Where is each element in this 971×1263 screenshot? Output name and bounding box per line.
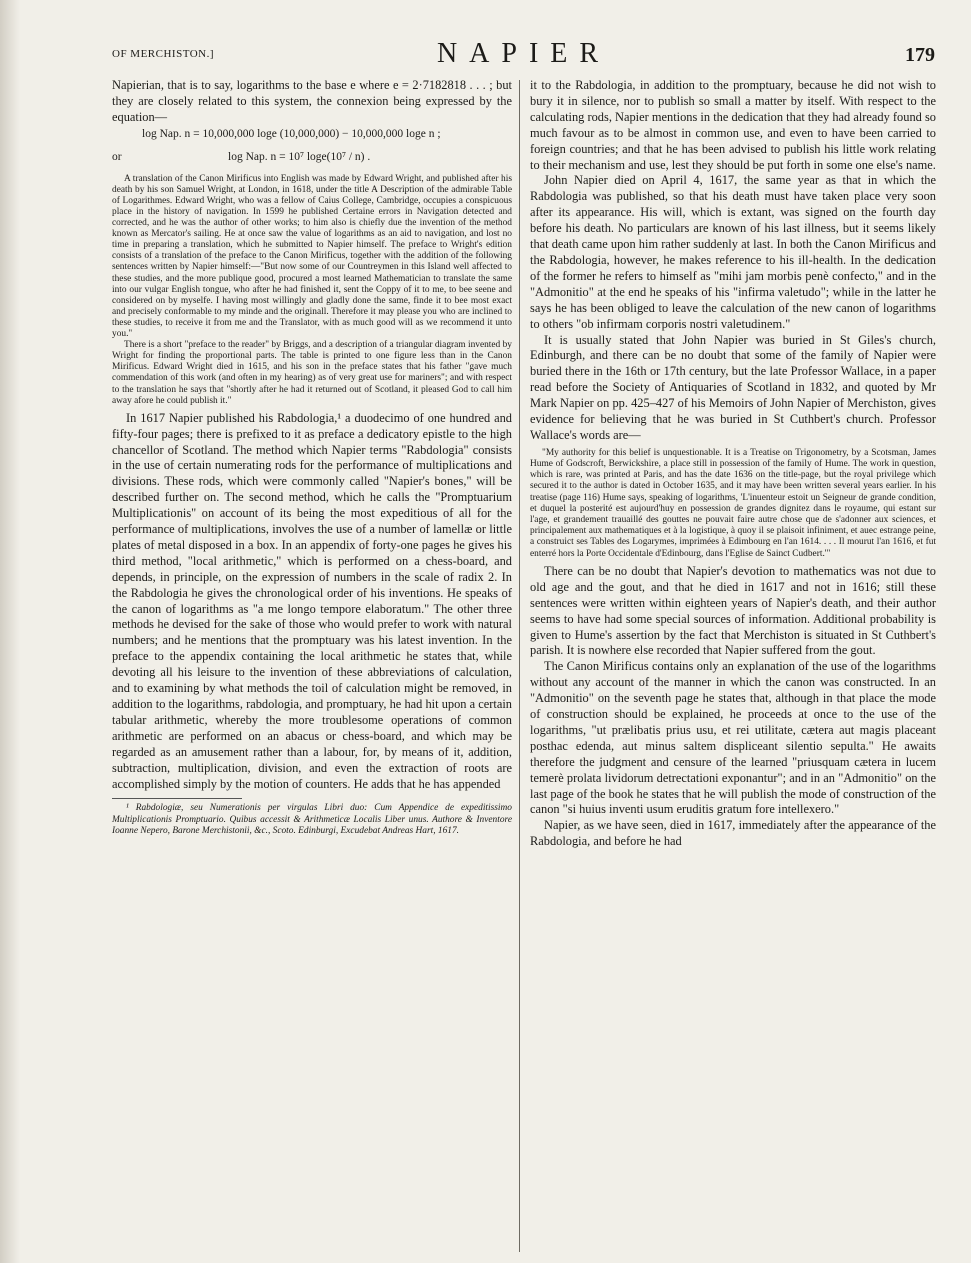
block-quote: "My authority for this belief is unquestionable. It is a Treatise on Trigonometry, by a Scotsman, James Hume of Godscroft, Berwickshire, a place still in possession of the family of Hume. The work in question, which is rare, was printed at Paris, and has the date 1636 on the title-page, but the royal privilege which secured it to the author is dated in October 1635, and it may have been written several years earlier. In his treatise (page 116) Hume says, speaking of logarithms, 'L'inuenteur estoit un Seigneur de grande condition, et duquel la posterité est aujourd'huy en possession de grandes dignitez dans le royaume, qui estant sur l'age, et grandement trauaillé des gouttes ne pouvait faire autre chose que de s'adonner aux sciences, et principalement aux mathematiques et à la logistique, à quoy il se plaisoit infiniment, et auec estrange peine, a construict ses Tables des Logarymes, imprimées à Edimbourg en l'an 1614. . . . Il mourut l'an 1616, et fut enterré hors la Porte Occidentale d'Edinbourg, dans l'Eglise de Sainct Cudbert.'" xyxy=(530,447,936,559)
page-gutter-shadow xyxy=(0,0,20,1263)
header-section-label: OF MERCHISTON.] xyxy=(112,48,215,60)
column-divider xyxy=(519,80,520,1252)
running-header xyxy=(112,38,935,78)
page-number: 179 xyxy=(905,44,935,66)
paragraph: It is usually stated that John Napier was buried in St Giles's church, Edinburgh, and there can be no doubt that some of the family of Napier were buried there in the 16th or 17th century, but the late Professor Wallace, in a paper read before the Society of Antiquaries of Scotland in 1832, and quoted by Mr Mark Napier on pp. 425–427 of his Memoirs of John Napier of Merchiston, gives evidence for believing that he was buried in St Cuthbert's church. Professor Wallace's words are— xyxy=(530,332,936,442)
footnote: ¹ Rabdologiæ, seu Numerationis per virgulas Libri duo: Cum Appendice de expeditissimo Multiplicationis Promptuario. Quibus accessit & Arithmeticæ Localis Liber unus. Authore & Inventore Ioanne Nepero, Barone Merchistonii, &c., Scoto. Edinburgi, Excudebat Andreas Hart, 1617. xyxy=(112,803,512,837)
left-column xyxy=(112,78,512,838)
paragraph: The Canon Mirificus contains only an explanation of the use of the logarithms without any account of the manner in which the canon was constructed. In an "Admonitio" on the seventh page he states that, although in that place the mode of construction should be explained, he proceeds at once to the use of the logarithms, "ut prælibatis prius usu, et rei utilitate, cætera aut magis placeant posthac edenda, aut minus saltem displiceant silentio sepulta." He awaits therefore the judgment and censure of the learned "priusquam cætera in lucem temerè prolata lividorum detrectationi exponantur"; and in an "Admonitio" on the last page of the book he states that he will publish the mode of construction of the canon "si huius inventi usum eruditis gratum fore intellexero." xyxy=(530,659,936,817)
header-title: NAPIER xyxy=(436,38,611,69)
paragraph: Napierian, that is to say, logarithms to the base e where e = 2·7182818 . . . ; but they are closely related to this system, the connexion being expressed by the equation— xyxy=(112,78,512,124)
paragraph: In 1617 Napier published his Rabdologia,¹ a duodecimo of one hundred and fifty-four pages; there is prefixed to it as preface a dedicatory epistle to the high chancellor of Scotland. The method which Napier terms "Rabdologia" consists in the use of certain numerating rods for the performance of multiplications and divisions. These rods, which were commonly called "Napier's bones," will be described further on. The second method, which he calls the "Promptuarium Multiplicationis" on account of its being the most expeditious of all for the performance of multiplications, involves the use of a number of lamellæ or little plates of metal disposed in a box. In an appendix of forty-one pages he gives his third method, "local arithmetic," which is performed on a chess-board, and depends, in principle, on the expression of numbers in the scale of radix 2. In the Rabdologia he gives the chronological order of his inventions. He speaks of the canon of logarithms as "a me longo tempore elaboratum." The other three methods he devised for the sake of those who would prefer to work with natural numbers; and he mentions that the promptuary was his latest invention. In the preface to the appendix containing the local arithmetic he states that, while devoting all his leisure to the invention of these abbreviations of calculation, and to examining by what methods the toil of calculation might be removed, in addition to the logarithms, rabdologia, and promptuary, he had hit upon a certain tabular arithmetic, whereby the more troublesome operations of common arithmetic are performed on an abacus or chess-board, and which may be regarded as an amusement rather than a labour, for, by means of it, addition, subtraction, multiplication, division, and even the extraction of roots are accomplished simply by the motion of counters. He adds that he has appended xyxy=(112,410,512,791)
paragraph: Napier, as we have seen, died in 1617, immediately after the appearance of the Rabdologia, and before he had xyxy=(530,818,936,849)
paragraph: There can be no doubt that Napier's devotion to mathematics was not due to old age and the gout, and that he died in 1617 and not in 1616; still these sentences were written within eighteen years of Napier's death, and their author seems to have had some special sources of information. Additional probability is given to Hume's assertion by the fact that Merchiston is situated in St Cuthbert's parish. It is nowhere else recorded that Napier suffered from the gout. xyxy=(530,563,936,658)
paragraph: John Napier died on April 4, 1617, the same year as that in which the Rabdologia was published, so that his death must have taken place very soon after its appearance. His will, which is extant, was signed on the fourth day before his death. No particulars are known of his last illness, but it seems likely that death came upon him rather suddenly at last. In both the Canon Mirificus and the Rabdologia, however, he makes reference to his ill-health. In the dedication of the former he refers to himself as "mihi jam morbis penè confecto," and in the "Admonitio" at the end he speaks of his "infirma valetudo"; while in the latter he says he has been obliged to leave the calculation of the new canon of logarithms to others "ob infirmam corporis nostri valetudinem." xyxy=(530,173,936,331)
equation-2: or log Nap. n = 10⁷ loge(10⁷ / n) . xyxy=(112,144,512,172)
small-paragraph: A translation of the Canon Mirificus into English was made by Edward Wright, and published after his death by his son Samuel Wright, at London, in 1618, under the title A Description of the admirable Table of Logarithmes. Edward Wright, who was a fellow of Caius College, Cambridge, occupies a conspicuous place in the history of navigation. In 1599 he published Certaine errors in Navigation detected and corrected, and he was the author of other works; to him also is chiefly due the invention of the method known as Mercator's sailing. He at once saw the value of logarithms as an aid to navigation, and lost no time in preparing a translation, which he submitted to Napier himself. The preface to Wright's edition consists of a translation of the preface to the Canon Mirificus, together with the addition of the following sentences written by Napier himself:—"But now some of our Countreymen in this Island well affected to these studies, and the more publique good, procured a most learned Mathematician to translate the same into our vulgar English tongue, who after he had finished it, sent the Coppy of it to me, to bee seene and considered on by myselfe. I having most willingly and gladly done the same, finde it to bee most exact and precisely conformable to my minde and the originall. Therefore it may please you who are inclined to these studies, to receive it from me and the Translator, with as much good will as we recommend it unto you." xyxy=(112,173,512,340)
equation-lead-word: or xyxy=(112,150,122,163)
paragraph: it to the Rabdologia, in addition to the promptuary, because he did not wish to bury it in silence, nor to publish so small a matter by itself. With respect to the calculating rods, Napier mentions in the dedication that they had already found so much favour as to be almost in common use, and even to have been carried to foreign countries; and that he has been advised to publish his little work relating to their mechanism and use, lest they should be put forth in some one else's name. xyxy=(530,78,936,172)
footnote-rule xyxy=(112,798,242,799)
right-column xyxy=(530,78,936,850)
small-paragraph: There is a short "preface to the reader" by Briggs, and a description of a triangular diagram invented by Wright for finding the proportional parts. The table is printed to one figure less than in the Canon Mirificus. Edward Wright died in 1615, and his son in the preface states that his father "gave much commendation of this work (and often in my hearing) as of very great use for mariners"; and with respect to the translation he says that "shortly after he had it returned out of Scotland, it pleased God to call him away afore he could publish it." xyxy=(112,340,512,406)
equation-1: log Nap. n = 10,000,000 loge (10,000,000) − 10,000,000 loge n ; xyxy=(142,127,441,140)
